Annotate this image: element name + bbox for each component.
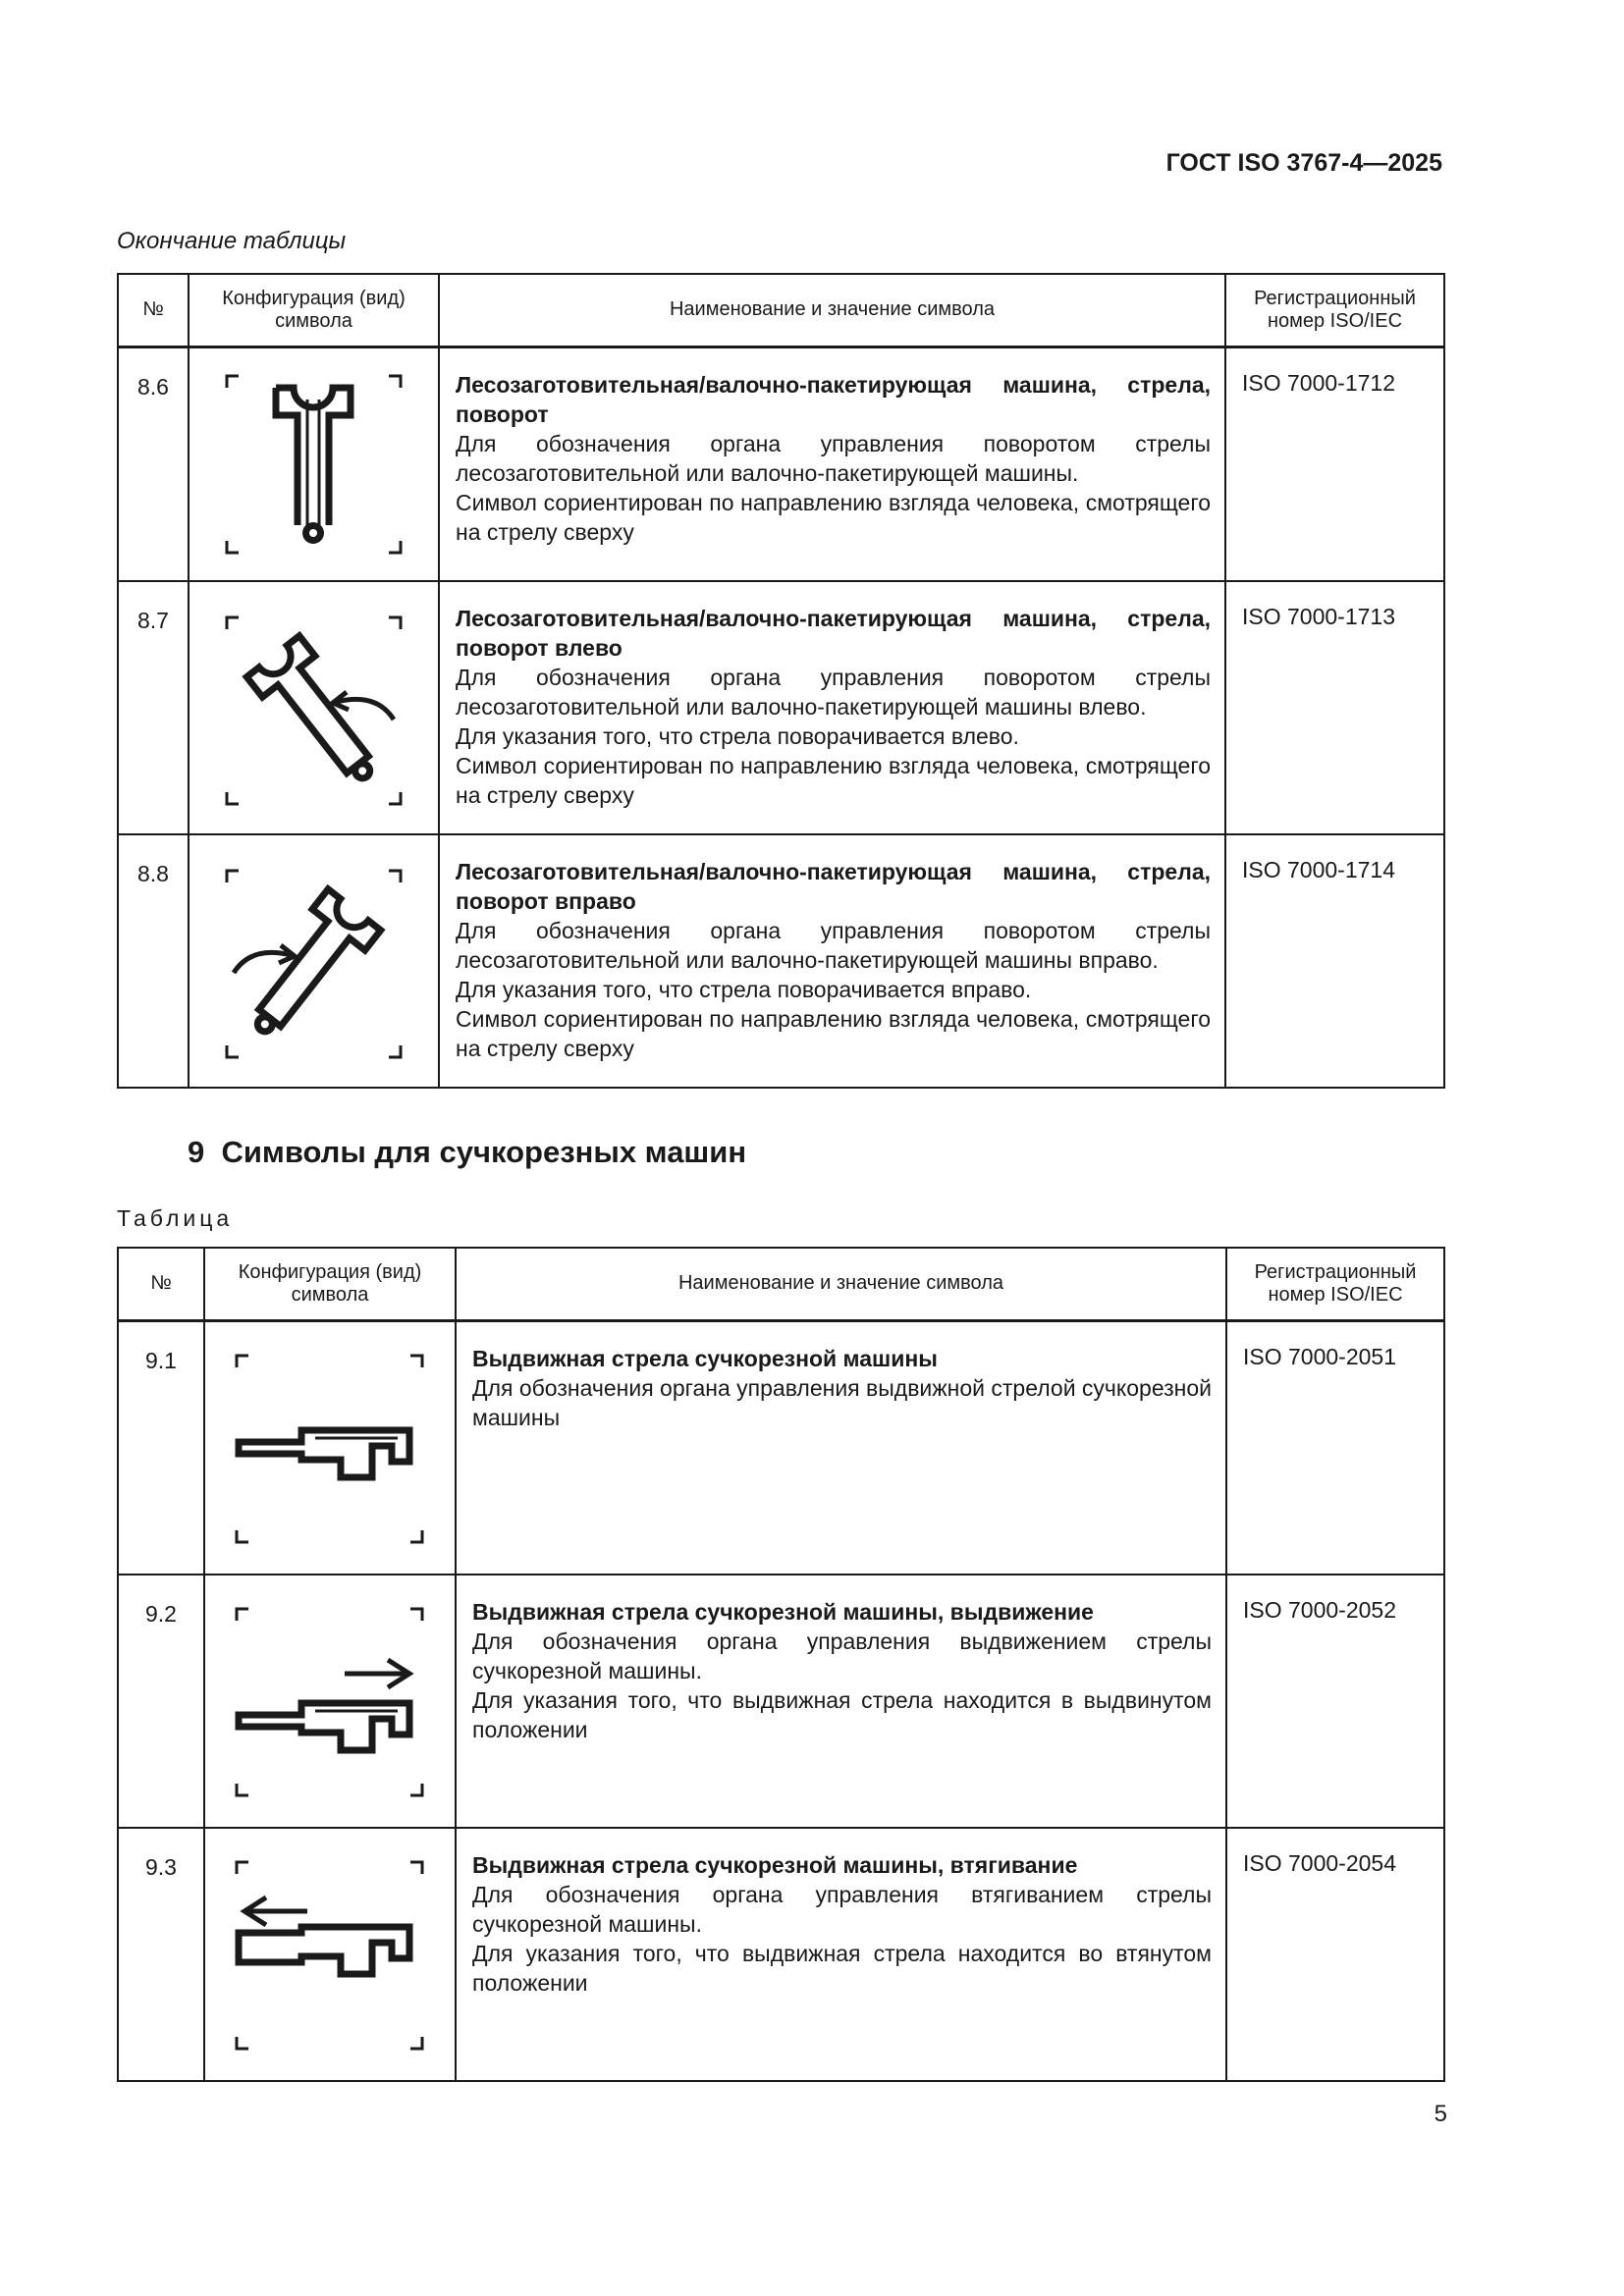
telescopic-boom-retract-icon xyxy=(205,1829,455,2080)
symbol-name: Выдвижная стрела сучкорезной машины xyxy=(472,1345,938,1371)
symbol-name: Выдвижная стрела сучкорезной машины, выдвижение xyxy=(472,1598,1094,1625)
symbol-description: Символ сориентирован по направлению взгляда человека, смотрящего на стрелу сверху xyxy=(456,489,1211,545)
symbol-description: Символ сориентирован по направлению взгляда человека, смотрящего на стрелу сверху xyxy=(456,1005,1211,1061)
symbol-description: Символ сориентирован по направлению взгляда человека, смотрящего на стрелу сверху xyxy=(456,752,1211,808)
boom-rotate-left-icon xyxy=(189,582,438,833)
symbol-description: Для указания того, что выдвижная стрела находится в выдвинутом положении xyxy=(472,1686,1212,1742)
table-row xyxy=(118,581,1444,834)
symbol-name: Выдвижная стрела сучкорезной машины, втягивание xyxy=(472,1851,1078,1878)
symbols-table-8 xyxy=(117,273,1445,1089)
telescopic-boom-extend-icon xyxy=(205,1575,455,1827)
registration-number: ISO 7000-1712 xyxy=(1225,347,1444,581)
symbol-name: Лесозаготовительная/валочно-пакетирующая машина, стрела, поворот влево xyxy=(456,605,1211,661)
row-number: 8.8 xyxy=(118,834,189,1088)
symbols-table-9 xyxy=(117,1247,1445,2082)
symbol-name: Лесозаготовительная/валочно-пакетирующая машина, стрела, поворот xyxy=(456,371,1211,427)
col-name-header: Наименование и значение символа xyxy=(439,274,1225,347)
table-label: Таблица xyxy=(117,1205,234,1231)
symbol-description: Для обозначения органа управления выдвижением стрелы сучкорезной машины. xyxy=(472,1628,1212,1683)
symbol-description: Для обозначения органа управления поворотом стрелы лесозаготовительной или валочно-пакетирующей машины. xyxy=(456,430,1211,486)
boom-rotate-icon xyxy=(189,348,438,580)
row-number: 9.1 xyxy=(118,1320,204,1575)
col-reg-header: Регистрационный номер ISO/IEC xyxy=(1225,274,1444,347)
section-heading: 9 Символы для сучкорезных машин xyxy=(188,1135,747,1169)
col-config-header: Конфигурация (вид) символа xyxy=(204,1248,456,1320)
page-number: 5 xyxy=(1434,2101,1447,2127)
table-continuation-caption: Окончание таблицы xyxy=(117,228,347,254)
registration-number: ISO 7000-1714 xyxy=(1225,834,1444,1088)
col-config-header: Конфигурация (вид) символа xyxy=(189,274,439,347)
symbol-description: Для обозначения органа управления поворотом стрелы лесозаготовительной или валочно-пакетирующей машины вправо. xyxy=(456,917,1211,973)
symbol-name: Лесозаготовительная/валочно-пакетирующая машина, стрела, поворот вправо xyxy=(456,858,1211,914)
symbol-description: Для обозначения органа управления выдвижной стрелой сучкорезной машины xyxy=(472,1374,1212,1430)
col-name-header: Наименование и значение символа xyxy=(456,1248,1226,1320)
row-number: 9.2 xyxy=(118,1575,204,1828)
row-number: 8.6 xyxy=(118,347,189,581)
registration-number: ISO 7000-2052 xyxy=(1226,1575,1444,1828)
col-num-header: № xyxy=(118,274,189,347)
symbol-description: Для указания того, что стрела поворачивается влево. xyxy=(456,722,1019,749)
table-header-row xyxy=(118,274,1444,347)
symbol-description: Для обозначения органа управления поворотом стрелы лесозаготовительной или валочно-пакетирующей машины влево. xyxy=(456,664,1211,720)
symbol-description: Для обозначения органа управления втягиванием стрелы сучкорезной машины. xyxy=(472,1881,1212,1937)
table-row xyxy=(118,834,1444,1088)
registration-number: ISO 7000-1713 xyxy=(1225,581,1444,834)
table-row xyxy=(118,1320,1444,1575)
row-number: 9.3 xyxy=(118,1828,204,2081)
table-row xyxy=(118,347,1444,581)
col-num-header: № xyxy=(118,1248,204,1320)
table-row xyxy=(118,1828,1444,2081)
symbol-description: Для указания того, что стрела поворачивается вправо. xyxy=(456,976,1032,1002)
telescopic-boom-icon xyxy=(205,1322,455,1574)
registration-number: ISO 7000-2054 xyxy=(1226,1828,1444,2081)
col-reg-header: Регистрационный номер ISO/IEC xyxy=(1226,1248,1444,1320)
document-code: ГОСТ ISO 3767-4—2025 xyxy=(1165,149,1442,177)
symbol-description: Для указания того, что выдвижная стрела находится во втянутом положении xyxy=(472,1940,1212,1996)
table-row xyxy=(118,1575,1444,1828)
boom-rotate-right-icon xyxy=(189,835,438,1087)
row-number: 8.7 xyxy=(118,581,189,834)
table-header-row xyxy=(118,1248,1444,1320)
registration-number: ISO 7000-2051 xyxy=(1226,1320,1444,1575)
